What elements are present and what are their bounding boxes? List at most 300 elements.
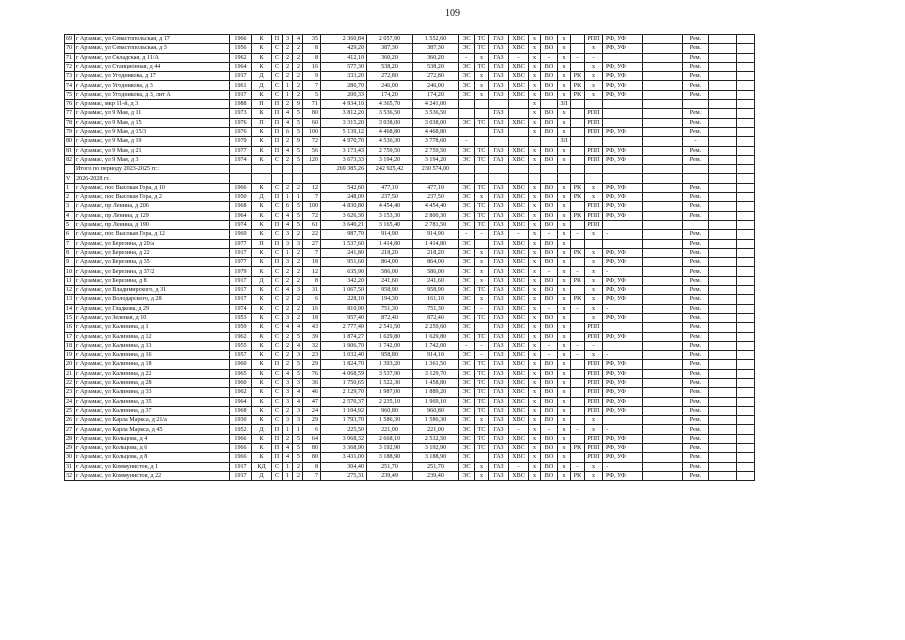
table-cell <box>459 109 475 118</box>
table-cell: ТС <box>475 444 489 453</box>
table-cell: 1 <box>293 425 303 434</box>
table-cell: г Арзамас, ул Кольцова, д 4 <box>75 434 230 443</box>
table-row <box>65 220 755 229</box>
table-cell: 4 <box>293 323 303 332</box>
table-row <box>65 397 755 406</box>
table-cell: х <box>475 295 489 304</box>
table-cell: 1 <box>283 193 293 202</box>
table-cell: 221,00 <box>367 425 413 434</box>
table-cell: г Арзамас, ул Зеленая, д 10 <box>75 313 230 322</box>
table-cell: х <box>529 286 541 295</box>
table-cell: 3 <box>283 230 293 239</box>
table-cell: 1 750,65 <box>321 378 367 387</box>
table-cell: 237,50 <box>413 193 459 202</box>
table-cell: х <box>529 416 541 425</box>
table-row <box>65 341 755 350</box>
table-cell <box>459 174 475 183</box>
table-cell: ЭС <box>459 62 475 71</box>
table-cell: 64 <box>303 434 321 443</box>
table-cell: 21 <box>65 369 75 378</box>
table-cell: 6 <box>303 425 321 434</box>
table-cell: х <box>529 100 541 109</box>
table-cell: 218,20 <box>367 248 413 257</box>
table-row <box>65 286 755 295</box>
table-cell: 2 <box>283 72 293 81</box>
table-cell: С <box>272 230 283 239</box>
table-cell: ЭС <box>459 462 475 471</box>
table-cell: 239,40 <box>413 471 459 480</box>
table-cell: П <box>272 239 283 248</box>
table-cell: К <box>252 137 272 146</box>
table-cell: Рем. <box>683 378 709 387</box>
table-cell <box>529 165 541 174</box>
table-cell: 586,00 <box>413 267 459 276</box>
table-cell <box>709 44 737 53</box>
table-cell: 230 574,00 <box>413 165 459 174</box>
table-cell: ХВС <box>509 341 529 350</box>
table-cell: РФ, УФ <box>603 397 643 406</box>
table-cell: 23 <box>65 388 75 397</box>
table-cell <box>643 109 683 118</box>
table-cell: 242 925,42 <box>367 165 413 174</box>
table-cell: П <box>252 239 272 248</box>
table-cell: ГАЗ <box>489 230 509 239</box>
table-cell: РФ, УФ <box>603 434 643 443</box>
table-cell: ГАЗ <box>489 416 509 425</box>
table-cell: 3 537,90 <box>367 369 413 378</box>
table-cell: П <box>272 146 283 155</box>
table-cell: ЭС <box>459 444 475 453</box>
table-cell: ВО <box>541 471 558 480</box>
table-cell: С <box>272 471 283 480</box>
table-row <box>65 53 755 62</box>
table-cell <box>643 453 683 462</box>
table-cell: К <box>252 304 272 313</box>
table-cell: 1 <box>283 462 293 471</box>
table-cell: С <box>272 81 283 90</box>
table-cell: г Арзамас, ул Калинина, д 18 <box>75 360 230 369</box>
table-cell <box>737 81 755 90</box>
table-cell <box>571 406 585 415</box>
table-cell: г Арзамас, ул 9 Мая, д 15/3 <box>75 127 230 136</box>
table-cell: 12 <box>303 183 321 192</box>
table-cell: РПП <box>585 109 603 118</box>
table-cell: г Арзамас, ул Калинина, д 35 <box>75 397 230 406</box>
table-cell: ТС <box>475 155 489 164</box>
table-cell: 1977 <box>230 239 252 248</box>
table-row <box>65 378 755 387</box>
table-cell: К <box>252 230 272 239</box>
table-cell <box>709 174 737 183</box>
table-cell: г Арзамас, ул Севастопольская, д 17 <box>75 35 230 44</box>
table-cell: ГАЗ <box>489 258 509 267</box>
table-cell: ЭС <box>459 434 475 443</box>
table-cell: - <box>541 341 558 350</box>
table-cell: ГАЗ <box>489 388 509 397</box>
table-cell: х <box>529 276 541 285</box>
table-cell: 1964 <box>230 211 252 220</box>
table-cell: 4 830,80 <box>321 202 367 211</box>
table-cell: 1 <box>65 183 75 192</box>
table-cell: 29 <box>65 444 75 453</box>
table-cell: х <box>585 286 603 295</box>
table-cell <box>643 323 683 332</box>
table-cell: г Арзамас, ул Березина, д 8 <box>75 276 230 285</box>
table-cell: 2 <box>293 258 303 267</box>
table-cell: 1979 <box>230 267 252 276</box>
table-cell: ТС <box>475 183 489 192</box>
table-cell: Д <box>252 471 272 480</box>
table-cell <box>643 100 683 109</box>
table-cell: К <box>252 323 272 332</box>
table-cell: К <box>252 286 272 295</box>
table-cell <box>709 406 737 415</box>
table-cell: 6 <box>283 202 293 211</box>
table-row <box>65 109 755 118</box>
table-cell: 81 <box>65 146 75 155</box>
table-row <box>65 332 755 341</box>
table-cell: РФ, УФ <box>603 127 643 136</box>
table-cell: г Арзамас, ул Березина, д 20/а <box>75 239 230 248</box>
table-row <box>65 81 755 90</box>
table-cell: х <box>558 332 571 341</box>
table-cell <box>603 118 643 127</box>
table-cell: 5 <box>293 444 303 453</box>
table-cell: Рем. <box>683 35 709 44</box>
table-cell: - <box>541 267 558 276</box>
table-cell: х <box>585 90 603 99</box>
table-cell: С <box>272 378 283 387</box>
table-cell: ВО <box>541 332 558 341</box>
table-cell: ЭС <box>459 155 475 164</box>
table-cell: х <box>529 35 541 44</box>
table-cell: ГАЗ <box>489 471 509 480</box>
table-cell: 412,10 <box>321 53 367 62</box>
table-cell: 18 <box>303 313 321 322</box>
table-cell: г Арзамас, ул Коммунистов, д 1 <box>75 462 230 471</box>
table-cell: ХВС <box>509 118 529 127</box>
table-cell: 2 <box>293 183 303 192</box>
table-cell: РПП <box>585 360 603 369</box>
table-cell <box>643 230 683 239</box>
table-cell: х <box>529 183 541 192</box>
table-cell: х <box>558 258 571 267</box>
table-cell <box>709 220 737 229</box>
table-cell: С <box>272 313 283 322</box>
table-cell <box>643 44 683 53</box>
table-cell: ХВС <box>509 146 529 155</box>
table-cell: 218,20 <box>413 248 459 257</box>
table-cell: РПП <box>585 444 603 453</box>
table-cell: 2 <box>283 62 293 71</box>
table-cell: ХВС <box>509 304 529 313</box>
table-cell: г Арзамас, ул Калинина, д 12 <box>75 332 230 341</box>
table-cell: 3 <box>283 388 293 397</box>
table-cell <box>737 416 755 425</box>
table-cell: 304,40 <box>321 462 367 471</box>
table-cell: ХВС <box>509 155 529 164</box>
table-cell: ВО <box>541 183 558 192</box>
table-cell <box>603 239 643 248</box>
table-cell: С <box>272 369 283 378</box>
table-cell: 1 742,00 <box>413 341 459 350</box>
table-cell: ЭС <box>459 351 475 360</box>
table-cell: г Арзамас, ул Калинина, д 13 <box>75 341 230 350</box>
table-cell: х <box>529 397 541 406</box>
table-cell: ГАЗ <box>489 313 509 322</box>
table-cell: ХВС <box>509 313 529 322</box>
table-cell <box>709 118 737 127</box>
table-cell: 1 793,70 <box>321 416 367 425</box>
table-cell: ТС <box>475 35 489 44</box>
table-cell <box>643 276 683 285</box>
table-cell: 6 <box>303 295 321 304</box>
table-cell: ВО <box>541 258 558 267</box>
table-cell <box>558 165 571 174</box>
table-cell: х <box>529 341 541 350</box>
table-cell <box>643 211 683 220</box>
table-cell: 3 173,43 <box>321 146 367 155</box>
table-cell: П <box>252 118 272 127</box>
table-row <box>65 267 755 276</box>
table-cell <box>65 165 75 174</box>
table-cell: ТС <box>475 146 489 155</box>
table-cell: Рем. <box>683 406 709 415</box>
table-cell: С <box>272 323 283 332</box>
table-cell: х <box>529 220 541 229</box>
table-cell: 9 <box>293 137 303 146</box>
table-cell: - <box>571 230 585 239</box>
table-cell: - <box>459 341 475 350</box>
table-cell: 1973 <box>230 109 252 118</box>
table-cell <box>643 360 683 369</box>
table-cell <box>571 378 585 387</box>
table-cell <box>367 174 413 183</box>
table-cell: Рем. <box>683 295 709 304</box>
table-cell: 3 192,90 <box>367 444 413 453</box>
table-cell <box>571 155 585 164</box>
table-cell: РПП <box>585 378 603 387</box>
table-cell: х <box>475 193 489 202</box>
table-cell: - <box>603 462 643 471</box>
table-cell: ВО <box>541 378 558 387</box>
table-cell: ЭС <box>459 276 475 285</box>
table-cell: г Арзамас, ул Карла Маркса, д 21/а <box>75 416 230 425</box>
table-cell: 4 468,80 <box>413 127 459 136</box>
table-cell <box>643 62 683 71</box>
table-cell: Рем. <box>683 230 709 239</box>
table-cell: 1966 <box>230 183 252 192</box>
table-cell: Рем. <box>683 248 709 257</box>
table-cell: 3 194,20 <box>367 155 413 164</box>
table-cell <box>643 53 683 62</box>
table-cell: 5 <box>293 453 303 462</box>
table-cell: Рем. <box>683 444 709 453</box>
table-cell <box>709 35 737 44</box>
table-cell <box>571 239 585 248</box>
table-cell <box>737 360 755 369</box>
table-cell: - <box>475 230 489 239</box>
table-cell: х <box>585 62 603 71</box>
table-cell <box>558 174 571 183</box>
table-cell <box>643 295 683 304</box>
table-cell: 1964 <box>230 62 252 71</box>
table-cell <box>709 127 737 136</box>
table-cell: К <box>252 211 272 220</box>
table-cell: 31 <box>303 286 321 295</box>
table-cell <box>643 425 683 434</box>
table-cell: - <box>683 137 709 146</box>
table-cell: 2 <box>293 90 303 99</box>
table-cell: - <box>585 341 603 350</box>
table-cell: 2 800,30 <box>413 211 459 220</box>
table-cell: 1976 <box>230 127 252 136</box>
table-cell: 2 532,50 <box>413 434 459 443</box>
table-cell <box>709 332 737 341</box>
table-cell <box>643 341 683 350</box>
table-cell: 810,90 <box>321 304 367 313</box>
table-cell <box>709 416 737 425</box>
table-cell: х <box>558 313 571 322</box>
table-cell: х <box>475 258 489 267</box>
table-cell: - <box>603 267 643 276</box>
table-cell <box>737 388 755 397</box>
table-cell: С <box>272 267 283 276</box>
table-cell: РК <box>571 276 585 285</box>
table-cell <box>709 360 737 369</box>
table-cell: 246,00 <box>367 81 413 90</box>
table-cell: 2 <box>65 193 75 202</box>
table-cell: ВО <box>541 35 558 44</box>
table-cell <box>737 267 755 276</box>
table-cell: ЭС <box>459 471 475 480</box>
table-cell: - <box>541 425 558 434</box>
table-cell: 1 629,80 <box>367 332 413 341</box>
table-cell <box>737 211 755 220</box>
table-cell: 16 <box>65 323 75 332</box>
table-cell: 4 <box>283 453 293 462</box>
table-cell: ГАЗ <box>489 44 509 53</box>
table-cell: 76 <box>303 369 321 378</box>
table-cell: ЭС <box>459 313 475 322</box>
table-cell <box>709 165 737 174</box>
table-cell: ЭС <box>459 183 475 192</box>
table-cell: 1917 <box>230 471 252 480</box>
table-cell: х <box>585 276 603 285</box>
table-cell: 174,20 <box>413 90 459 99</box>
table-cell: ЭС <box>459 258 475 267</box>
table-cell <box>272 174 283 183</box>
table-cell <box>737 35 755 44</box>
table-cell: 1 987,00 <box>367 388 413 397</box>
table-cell: х <box>585 267 603 276</box>
table-cell: ГАЗ <box>489 360 509 369</box>
table-cell <box>737 118 755 127</box>
table-cell: РФ, УФ <box>603 332 643 341</box>
table-cell: РПП <box>585 453 603 462</box>
table-cell: х <box>558 286 571 295</box>
table-cell: Рем. <box>683 53 709 62</box>
table-cell: 1930 <box>230 416 252 425</box>
table-cell: ГАЗ <box>489 304 509 313</box>
table-cell: г Арзамас, ул Березина, д 22 <box>75 248 230 257</box>
table-cell: ЭС <box>459 304 475 313</box>
table-cell: ХВС <box>509 81 529 90</box>
table-cell: К <box>252 453 272 462</box>
table-cell: 960,80 <box>367 406 413 415</box>
table-cell: ВО <box>541 211 558 220</box>
table-cell: С <box>272 62 283 71</box>
table-cell: 1917 <box>230 90 252 99</box>
table-cell: 46 <box>303 388 321 397</box>
table-cell: РФ, УФ <box>603 90 643 99</box>
table-cell: 958,90 <box>413 286 459 295</box>
table-cell: 4 241,00 <box>413 100 459 109</box>
table-cell: 1966 <box>230 444 252 453</box>
table-cell: 360,20 <box>367 53 413 62</box>
table-cell: 2 <box>293 248 303 257</box>
table-cell: 1962 <box>230 53 252 62</box>
table-cell: х <box>558 146 571 155</box>
table-cell <box>459 165 475 174</box>
table-cell <box>603 53 643 62</box>
table-cell: 3 188,90 <box>413 453 459 462</box>
table-row <box>65 388 755 397</box>
table-cell: х <box>558 81 571 90</box>
table-cell: х <box>475 471 489 480</box>
table-cell <box>737 220 755 229</box>
table-cell: 5 <box>293 155 303 164</box>
table-cell: РПП <box>585 369 603 378</box>
table-cell: ВО <box>541 360 558 369</box>
table-cell <box>571 434 585 443</box>
table-cell <box>737 248 755 257</box>
table-cell: К <box>252 295 272 304</box>
table-cell <box>709 155 737 164</box>
table-cell: 5 <box>293 127 303 136</box>
table-cell <box>709 388 737 397</box>
table-cell <box>709 193 737 202</box>
table-cell: х <box>585 416 603 425</box>
table-cell: 1 <box>293 193 303 202</box>
table-cell: 914,10 <box>413 351 459 360</box>
table-cell: х <box>475 267 489 276</box>
table-cell: 5 <box>293 434 303 443</box>
table-cell <box>571 453 585 462</box>
table-cell: 1988 <box>230 100 252 109</box>
table-cell <box>709 183 737 192</box>
table-cell: х <box>558 72 571 81</box>
table-cell: х <box>585 81 603 90</box>
table-cell: г Арзамас, пр Ленина, д 190 <box>75 220 230 229</box>
table-cell <box>603 323 643 332</box>
table-cell: х <box>529 239 541 248</box>
table-cell <box>737 425 755 434</box>
table-cell: х <box>558 267 571 276</box>
table-cell: С <box>272 304 283 313</box>
table-cell <box>737 202 755 211</box>
table-cell: х <box>475 81 489 90</box>
table-cell: х <box>558 44 571 53</box>
table-cell: 32 <box>303 341 321 350</box>
table-cell: х <box>585 295 603 304</box>
table-cell: 1960 <box>230 360 252 369</box>
table-cell: РФ, УФ <box>603 155 643 164</box>
table-cell: ЭС <box>459 267 475 276</box>
table-cell: 174,20 <box>367 90 413 99</box>
table-cell: ХВС <box>509 453 529 462</box>
table-cell: 1965 <box>230 369 252 378</box>
